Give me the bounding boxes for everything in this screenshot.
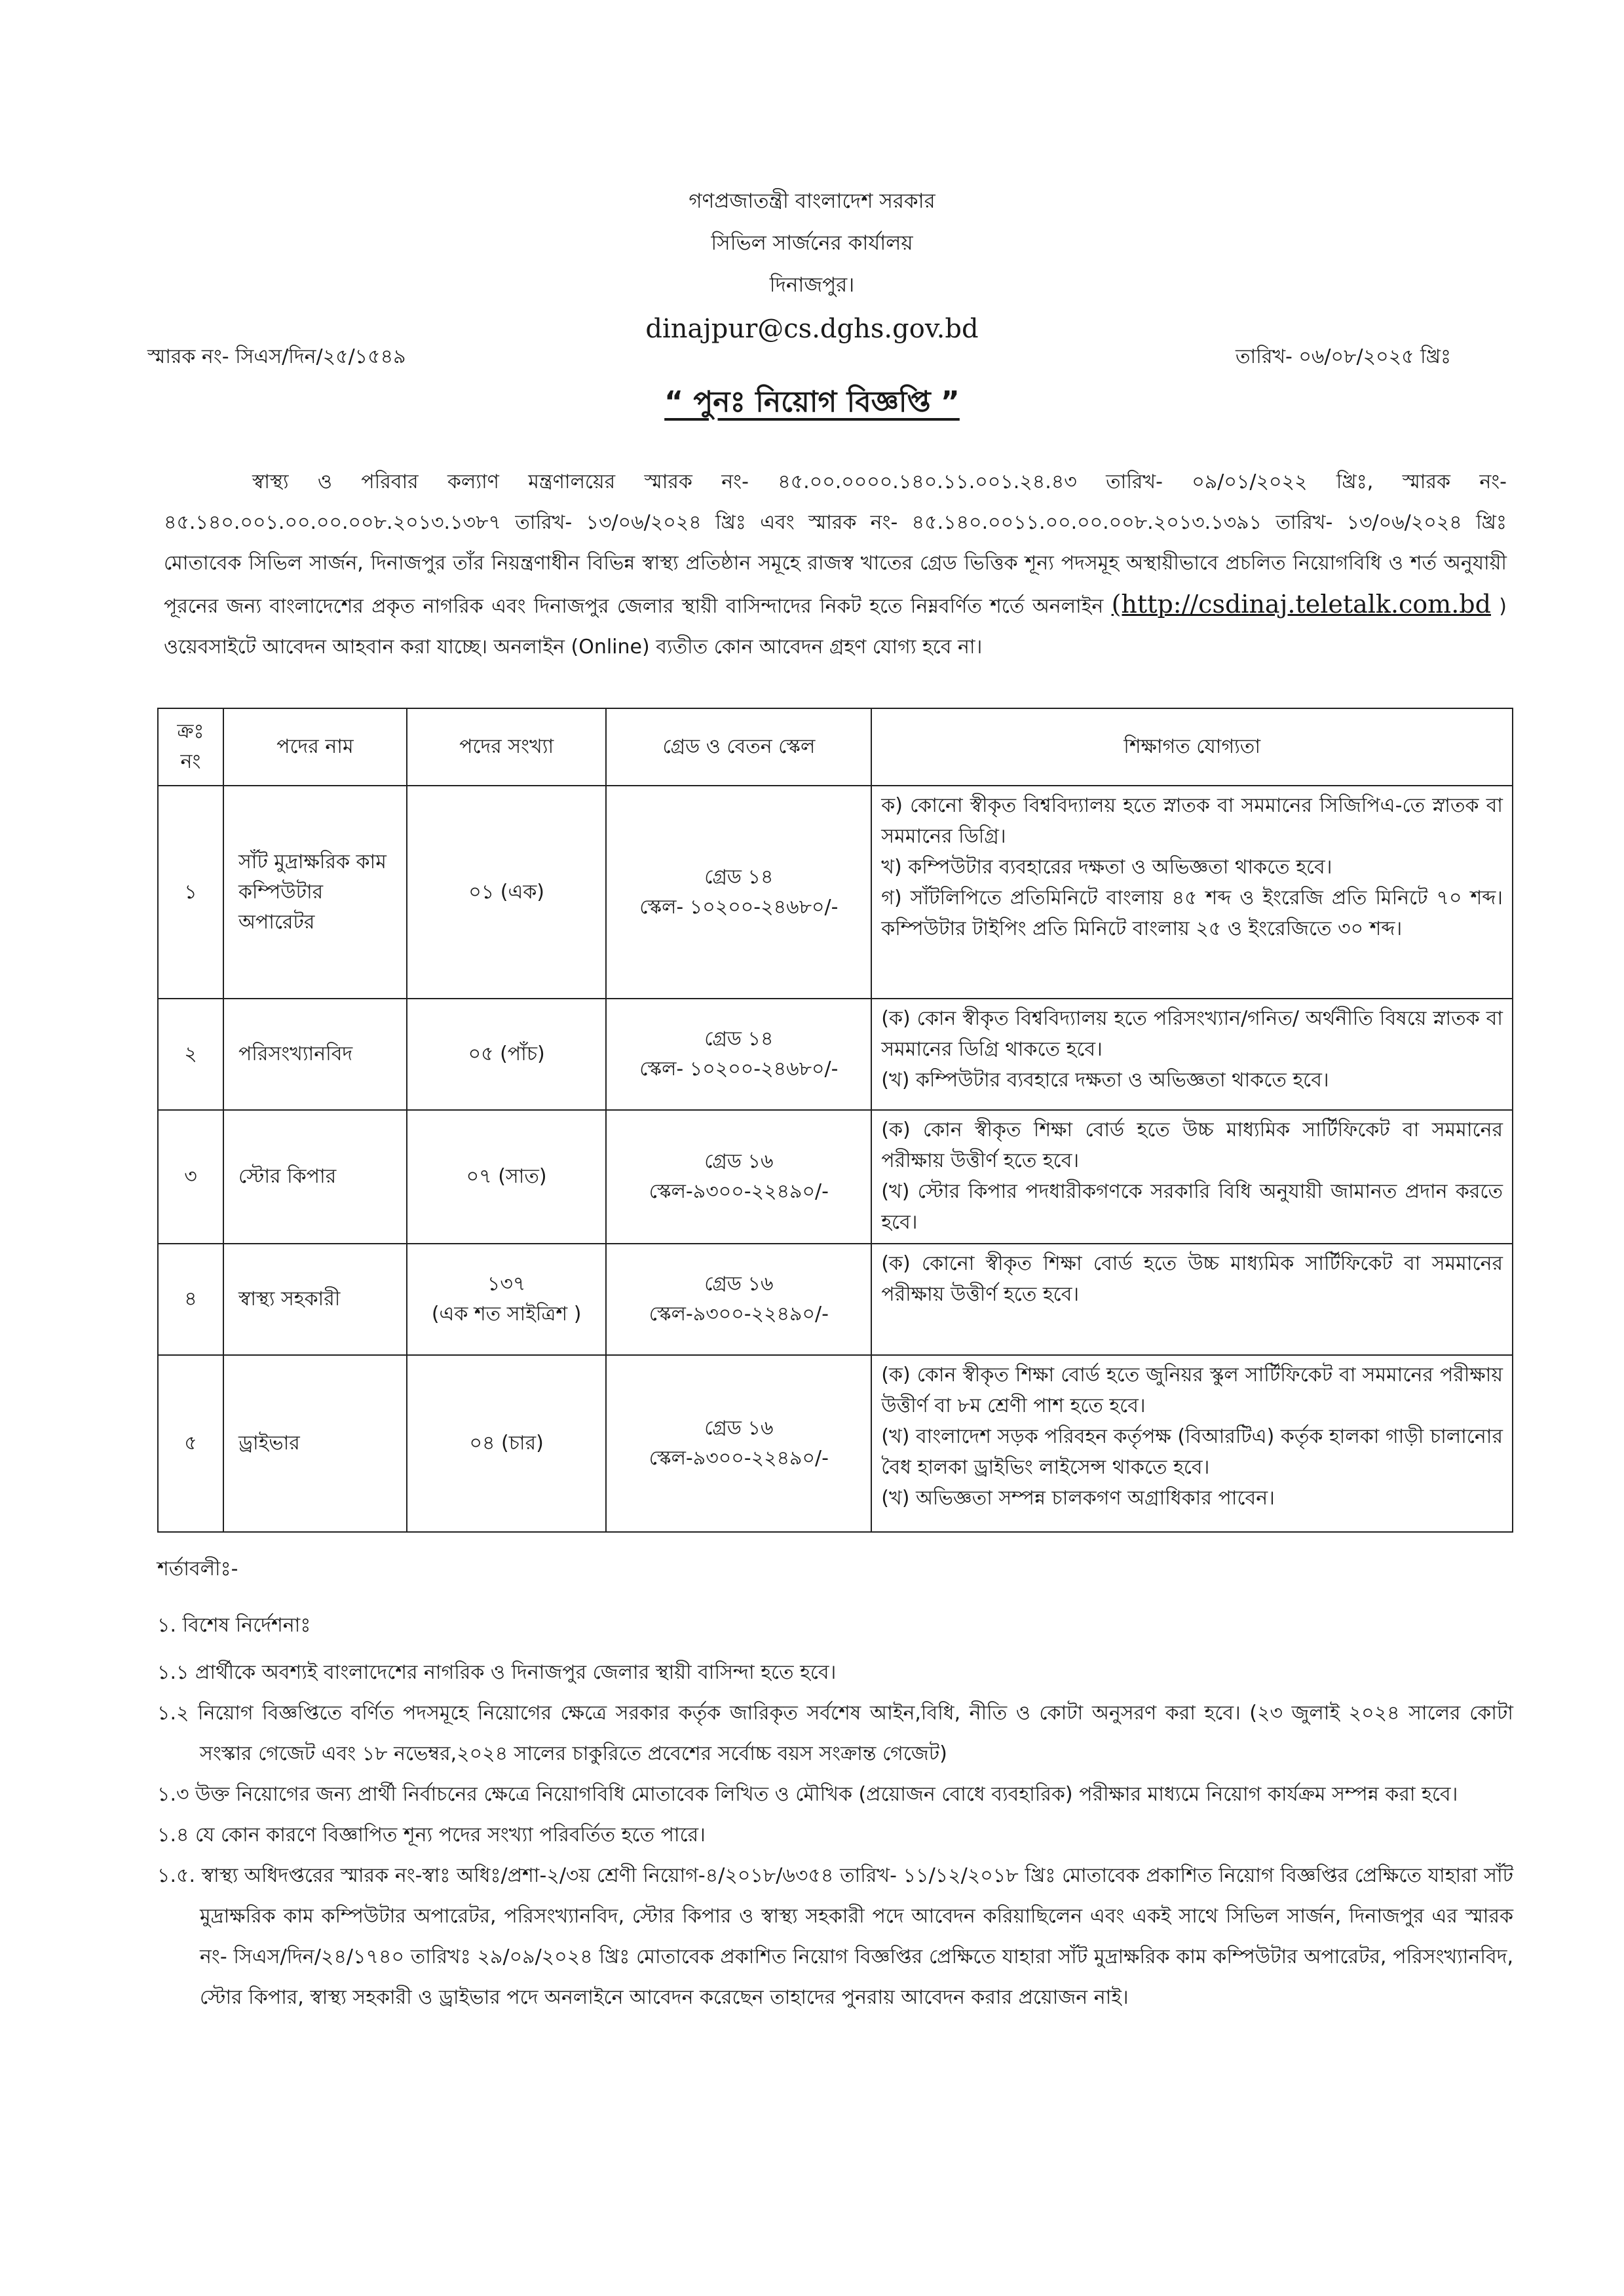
cell-post-name: ড্রাইভার (223, 1355, 407, 1532)
qualification-item: (ক) কোন স্বীকৃত শিক্ষা বোর্ড হতে উচ্চ মাধ্যমিক সার্টিফিকেট বা সমমানের পরীক্ষায় উত্তীর্ণ হতে হবে। (881, 1119, 1503, 1172)
letterhead (0, 180, 1624, 352)
memo-date: তারিখ- ০৬/০৮/২০২৫ খ্রিঃ (1236, 345, 1451, 368)
application-website-link[interactable]: (http://csdinaj.teletalk.com.bd (1111, 590, 1491, 619)
qualification-item: (ক) কোন স্বীকৃত শিক্ষা বোর্ড হতে জুনিয়র স্কুল সার্টিফিকেট বা সমমানের পরীক্ষায় উত্তীর্ণ বা ৮ম শ্রেণী পাশ হতে হবে। (881, 1364, 1503, 1417)
cell-qualification (871, 1110, 1513, 1244)
table-row (158, 999, 1513, 1110)
intro-text-before-url: স্বাস্থ্য ও পরিবার কল্যাণ মন্ত্রণালয়ের স্মারক নং- ৪৫.০০.০০০০.১৪০.১১.০০১.২৪.৪৩ তারিখ- ০৯/০১/২০২২ খ্রিঃ, স্মারক নং- ৪৫.১৪০.০০১.০০.০০.০০৮.২০১৩.১৩৮৭ তারিখ- ১৩/০৬/২০২৪ খ্রিঃ এবং স্মারক নং- ৪৫.১৪০.০০১১.০০.০০.০০৮.২০১৩.১৩৯১ তারিখ- ১৩/০৬/২০২৪ খ্রিঃ মোতাবেক সিভিল সার্জন, দিনাজপুর তাঁর নিয়ন্ত্রণাধীন বিভিন্ন স্বাস্থ্য প্রতিষ্ঠান সমূহে রাজস্ব খাতের গ্রেড ভিত্তিক শূন্য পদসমূহ অস্থায়ীভাবে প্রচলিত নিয়োগবিধি ও শর্ত অনুযায়ী পূরনের জন্য বাংলাদেশের প্রকৃত নাগরিক এবং দিনাজপুর জেলার স্থায়ী বাসিন্দাদের নিকট হতে নিম্নবর্ণিত শর্তে অনলাইন (164, 470, 1507, 618)
cell-grade-scale (606, 1244, 871, 1355)
cell-qualification (871, 1244, 1513, 1355)
cell-serial: ৪ (158, 1244, 223, 1355)
intro-paragraph (164, 462, 1507, 668)
qualification-item: (খ) স্টোর কিপার পদধারীকগণকে সরকারি বিধি অনুযায়ী জামানত প্রদান করতে হবে। (881, 1180, 1503, 1234)
qualification-item: খ) কম্পিউটার ব্যবহারের দক্ষতা ও অভিজ্ঞতা থাকতে হবে। (881, 856, 1332, 879)
government-name: গণপ্রজাতন্ত্রী বাংলাদেশ সরকার (689, 189, 935, 213)
qualification-item: (খ) অভিজ্ঞতা সম্পন্ন চালকগণ অগ্রাধিকার পাবেন। (881, 1487, 1275, 1510)
cell-post-count (407, 1244, 607, 1355)
header-grade-scale: গ্রেড ও বেতন স্কেল (606, 708, 871, 786)
office-name: সিভিল সার্জনের কার্যালয় (711, 231, 913, 255)
cell-post-count: ০৪ (চার) (407, 1355, 607, 1532)
table-row (158, 1244, 1513, 1355)
qualification-item: গ) সাঁটলিপিতে প্রতিমিনিটে বাংলায় ৪৫ শব্দ ও ইংরেজি প্রতি মিনিটে ৭০ শব্দ। কম্পিউটার টাইপিং প্রতি মিনিটে বাংলায় ২৫ ও ইংরেজিতে ৩০ শব্দ। (881, 887, 1503, 940)
qualification-item: (ক) কোন স্বীকৃত বিশ্ববিদ্যালয় হতে পরিসংখ্যান/গনিত/ অর্থনীতি বিষয়ে স্নাতক বা সমমানের ডিগ্রি থাকতে হবে। (881, 1007, 1503, 1061)
pay-scale: স্কেল-৯৩০০-২২৪৯০/- (649, 1180, 829, 1203)
cell-post-name: স্বাস্থ্য সহকারী (223, 1244, 407, 1355)
qualification-item: (খ) কম্পিউটার ব্যবহারে দক্ষতা ও অভিজ্ঞতা থাকতে হবে। (881, 1069, 1329, 1092)
post-count-number: ১৩৭ (487, 1272, 526, 1295)
cell-grade-scale (606, 786, 871, 999)
terms-title: শর্তাবলীঃ- (157, 1558, 238, 1580)
cell-grade-scale (606, 1110, 871, 1244)
cell-serial: ৩ (158, 1110, 223, 1244)
table-header-row (158, 708, 1513, 786)
term-item: ১.৩ উক্ত নিয়োগের জন্য প্রার্থী নির্বাচনের ক্ষেত্রে নিয়োগবিধি মোতাবেক লিখিত ও মৌখিক (প্রয়োজন বোধে ব্যবহারিক) পরীক্ষার মাধ্যমে নিয়োগ কার্যক্রম সম্পন্ন করা হবে। (157, 1783, 1458, 1806)
pay-scale: স্কেল-৯৩০০-২২৪৯০/- (649, 1303, 829, 1326)
grade: গ্রেড ১৬ (704, 1417, 774, 1440)
qualification-item: ক) কোনো স্বীকৃত বিশ্ববিদ্যালয় হতে স্নাতক বা সমমানের সিজিপিএ-তে স্নাতক বা সমমানের ডিগ্রি। (881, 794, 1503, 848)
notice-title (0, 380, 1624, 428)
grade: গ্রেড ১৬ (704, 1272, 774, 1295)
table-row (158, 786, 1513, 999)
term-item: ১.২ নিয়োগ বিজ্ঞপ্তিতে বর্ণিত পদসমূহে নিয়োগের ক্ষেত্রে সরকার কর্তৃক জারিকৃত সর্বশেষ আইন,বিধি, নীতি ও কোটা অনুসরণ করা হবে। (২৩ জুলাই ২০২৪ সালের কোটা সংস্কার গেজেট এবং ১৮ নভেম্বর,২০২৪ সালের চাকুরিতে প্রবেশের সর্বোচ্চ বয়স সংক্রান্ত গেজেট) (157, 1702, 1513, 1765)
table-row (158, 1355, 1513, 1532)
header-serial: ক্রঃ নং (158, 708, 223, 786)
post-count-words: (এক শত সাইত্রিশ ) (431, 1303, 582, 1326)
header-qualification: শিক্ষাগত যোগ্যতা (871, 708, 1513, 786)
header-post-count: পদের সংখ্যা (407, 708, 607, 786)
header-post-name: পদের নাম (223, 708, 407, 786)
pay-scale: স্কেল- ১০২০০-২৪৬৮০/- (639, 895, 839, 919)
grade: গ্রেড ১৪ (704, 865, 774, 889)
notice-title-text: “ পুনঃ নিয়োগ বিজ্ঞপ্তি ” (664, 385, 960, 419)
vacancy-table (157, 708, 1513, 1533)
cell-serial: ২ (158, 999, 223, 1110)
term-item: ১.১ প্রার্থীকে অবশ্যই বাংলাদেশের নাগরিক ও দিনাজপুর জেলার স্থায়ী বাসিন্দা হতে হবে। (157, 1661, 837, 1684)
cell-qualification (871, 786, 1513, 999)
table-row (158, 1110, 1513, 1244)
cell-post-name: সাঁট মুদ্রাক্ষরিক কাম কম্পিউটার অপারেটর (223, 786, 407, 999)
terms-section-heading: ১. বিশেষ নির্দেশনাঃ (157, 1614, 311, 1637)
grade: গ্রেড ১৬ (704, 1150, 774, 1173)
office-location: দিনাজপুর। (769, 273, 855, 297)
term-item: ১.৫. স্বাস্থ্য অধিদপ্তরের স্মারক নং-স্বাঃ অধিঃ/প্রশা-২/৩য় শ্রেণী নিয়োগ-৪/২০১৮/৬৩৫৪ তারিখ- ১১/১২/২০১৮ খ্রিঃ মোতাবেক প্রকাশিত নিয়োগ বিজ্ঞপ্তির প্রেক্ষিতে যাহারা সাঁট মুদ্রাক্ষরিক কাম কম্পিউটার অপারেটর, পরিসংখ্যানবিদ, স্টোর কিপার ও স্বাস্থ্য সহকারী পদে আবেদন করিয়াছিলেন এবং একই সাথে সিভিল সার্জন, দিনাজপুর এর স্মারক নং- সিএস/দিন/২৪/১৭৪০ তারিখঃ ২৯/০৯/২০২৪ খ্রিঃ মোতাবেক প্রকাশিত নিয়োগ বিজ্ঞপ্তির প্রেক্ষিতে যাহারা সাঁট মুদ্রাক্ষরিক কাম কম্পিউটার অপারেটর, পরিসংখ্যানবিদ, স্টোর কিপার, স্বাস্থ্য সহকারী ও ড্রাইভার পদে অনলাইনে আবেদন করেছেন তাহাদের পুনরায় আবেদন করার প্রয়োজন নাই। (157, 1864, 1513, 2009)
grade: গ্রেড ১৪ (704, 1027, 774, 1050)
pay-scale: স্কেল- ১০২০০-২৪৬৮০/- (639, 1058, 839, 1081)
terms-list (157, 1605, 1513, 2018)
cell-post-name: স্টোর কিপার (223, 1110, 407, 1244)
cell-qualification (871, 1355, 1513, 1532)
cell-qualification (871, 999, 1513, 1110)
qualification-item: (ক) কোনো স্বীকৃত শিক্ষা বোর্ড হতে উচ্চ মাধ্যমিক সার্টিফিকেট বা সমমানের পরীক্ষায় উত্তীর্ণ হতে হবে। (881, 1252, 1503, 1306)
intro-text-after-url: ) ওয়েবসাইটে আবেদন আহবান করা যাচ্ছে। অনলাইন (Online) ব্যতীত কোন আবেদন গ্রহণ যোগ্য হবে না। (164, 595, 1507, 659)
cell-post-count: ০১ (এক) (407, 786, 607, 999)
cell-post-count: ০৭ (সাত) (407, 1110, 607, 1244)
cell-grade-scale (606, 999, 871, 1110)
cell-serial: ১ (158, 786, 223, 999)
memo-number: স্মারক নং- সিএস/দিন/২৫/১৫৪৯ (147, 345, 406, 368)
pay-scale: স্কেল-৯৩০০-২২৪৯০/- (649, 1447, 829, 1470)
cell-post-name: পরিসংখ্যানবিদ (223, 999, 407, 1110)
qualification-item: (খ) বাংলাদেশ সড়ক পরিবহন কর্তৃপক্ষ (বিআরটিএ) কর্তৃক হালকা গাড়ী চালানোর বৈধ হালকা ড্রাইভিং লাইসেন্স থাকতে হবে। (881, 1425, 1503, 1479)
cell-post-count: ০৫ (পাঁচ) (407, 999, 607, 1110)
term-item: ১.৪ যে কোন কারণে বিজ্ঞাপিত শূন্য পদের সংখ্যা পরিবর্তিত হতে পারে। (157, 1824, 706, 1846)
cell-grade-scale (606, 1355, 871, 1532)
cell-serial: ৫ (158, 1355, 223, 1532)
office-email: dinajpur@cs.dghs.gov.bd (645, 314, 979, 344)
